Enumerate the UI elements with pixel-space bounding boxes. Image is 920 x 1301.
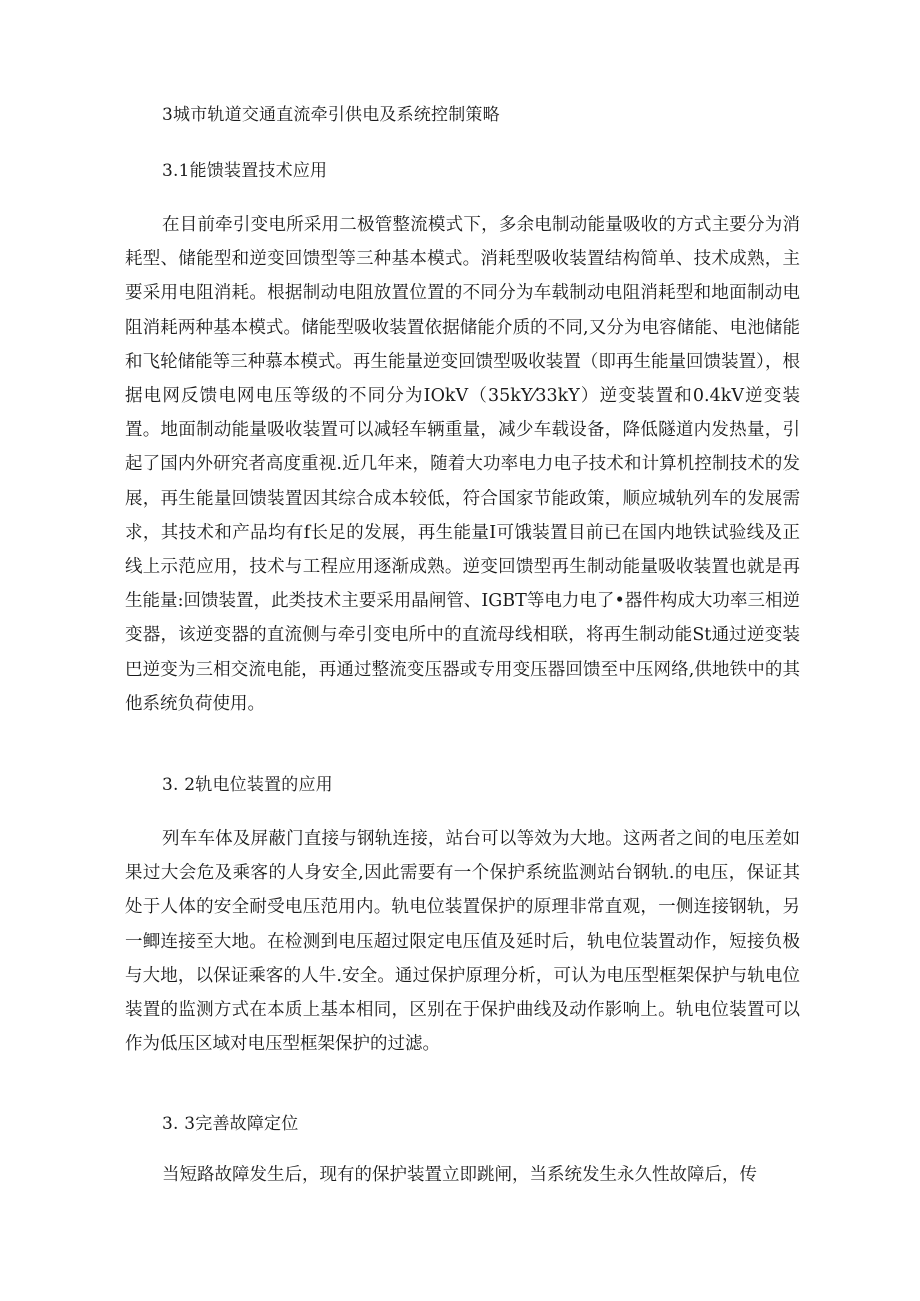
section-3-3-paragraph: 当短路故障发生后，现有的保护装置立即跳闸，当系统发生永久性故障后，传	[162, 1165, 757, 1185]
section-3-2-paragraph: 列车车体及屏蔽门直接与钢轨连接，站台可以等效为大地。这两者之间的电压差如果过大会危及乘客的人身安全,因此需要有一个保护系统监测站台钢轨.的电压，保证其处于人体的安全耐受电压范用内。轨电位装置保护的原理非常直观，一侧连接钢轨，另一鲫连接至大地。在检测到电压超过限定电压值及延时后，轨电位装置动作，短接负极与大地，以保证乘客的人牛.安全。通过保护原理分析，可认为电压型框架保护与轨电位装置的监测方式在本质上基本相同，区别在于保护曲线及动作影响上。轨电位装置可以作为低压区域对电压型框架保护的过滤。	[125, 829, 800, 1055]
section-3-2-heading: 3. 2轨电位装置的应用	[162, 775, 333, 795]
section-3-3-heading: 3. 3完善故障定位	[162, 1114, 299, 1134]
section-3-1-paragraph: 在目前牵引变电所采用二极管整流模式下，多余电制动能量吸收的方式主要分为消耗型、储能型和逆变回馈型等三种基本模式。消耗型吸收装置结构简单、技术成熟，主要采用电阻消耗。根据制动电阻放置位置的不同分为车载制动电阻消耗型和地面制动电阻消耗两种基本模式。储能型吸收装置依据储能介质的不同,又分为电容储能、电池储能和飞轮储能等三种慕本模式。再生能量逆变回馈型吸收装置（即再生能量回馈装置），根据电网反馈电网电压等级的不同分为IOkV（35kY⁄33kY）逆变装置和0.4kV逆变装置。地面制动能量吸收装置可以减轻车辆重量，减少车载设备，降低隧道内发热量，引起了国内外研究者高度重视.近几年来，随着大功率电力电子技术和计算机控制技术的发展，再生能量回馈装置因其综合成本较低，符合国家节能政策，顺应城轨列车的发展需求，其技术和产品均有f长足的发展，再生能量I可饿装置目前已在国内地铁试验线及正线上示范应用，技术与工程应用逐渐成熟。逆变回馈型再生制动能量吸收装置也就是再生能量:回馈装置，此类技术主要采用晶闸管、IGBT等电力电了•器件构成大功率三相逆变器，该逆变器的直流侧与牵引变电所中的直流母线相联，将再生制动能St通过逆变装巴逆变为三相交流电能，再通过整流变压器或专用变压器回馈至中压网络,供地铁中的其他系统负荷使用。	[125, 215, 800, 714]
section-3-1-heading: 3.1能馈装置技术应用	[162, 161, 328, 181]
section-3-heading: 3城市轨道交通直流牵引供电及系统控制策略	[162, 105, 500, 125]
